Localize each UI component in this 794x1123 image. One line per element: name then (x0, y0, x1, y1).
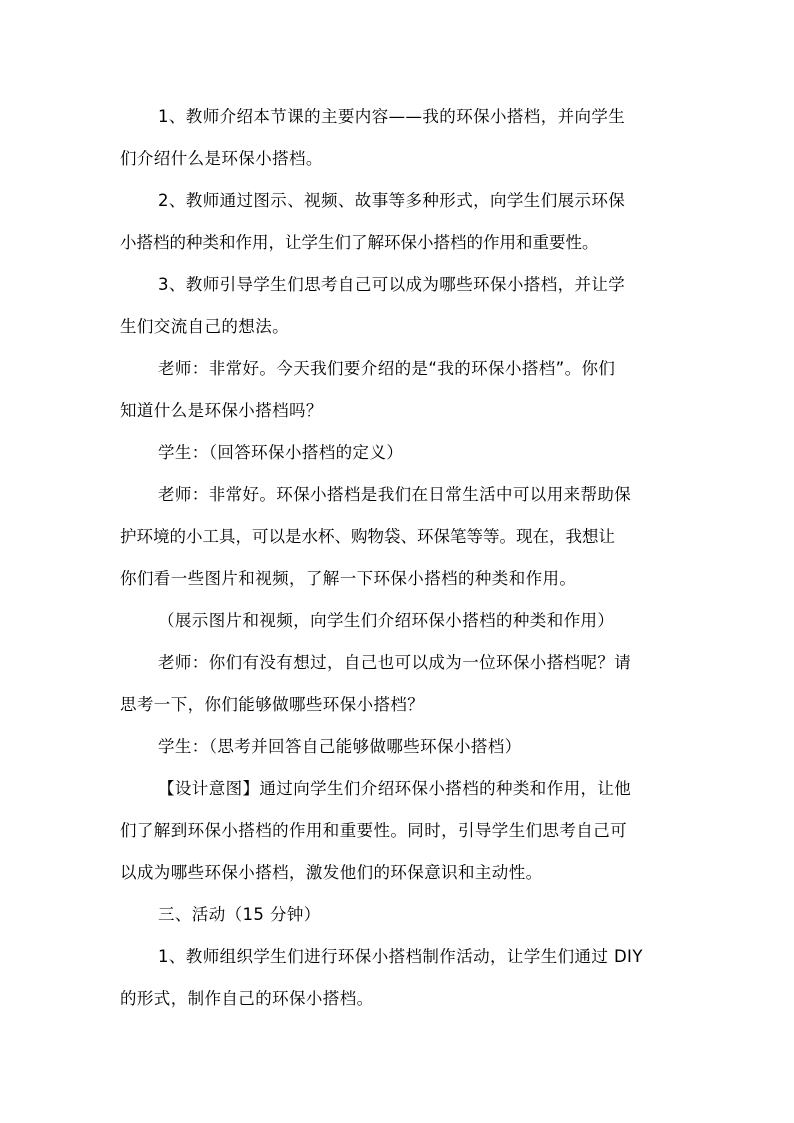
text-line: 老师：非常好。今天我们要介绍的是“我的环保小搭档”。你们 (158, 359, 616, 378)
text-line: 三、活动（15 分钟） (158, 905, 321, 924)
text-line: 的形式，制作自己的环保小搭档。 (120, 989, 374, 1008)
text-line: 【设计意图】通过向学生们介绍环保小搭档的种类和作用，让他 (158, 779, 632, 798)
text-line: 小搭档的种类和作用，让学生们了解环保小搭档的作用和重要性。 (120, 233, 599, 252)
text-line: 你们看一些图片和视频，了解一下环保小搭档的种类和作用。 (120, 569, 577, 588)
text-line: 们介绍什么是环保小搭档。 (120, 149, 323, 168)
text-line: 知道什么是环保小搭档吗？ (120, 401, 323, 420)
paragraph-teacher-intro (120, 348, 678, 432)
text-line: 1、教师组织学生们进行环保小搭档制作活动，让学生们通过 DIY (158, 947, 643, 966)
text-line: 3、教师引导学生们思考自己可以成为哪些环保小搭档，并让学 (158, 275, 626, 294)
text-line: （展示图片和视频，向学生们介绍环保小搭档的种类和作用） (158, 611, 615, 630)
paragraph-teacher-question (120, 642, 678, 726)
text-line: 以成为哪些环保小搭档，激发他们的环保意识和主动性。 (120, 863, 543, 882)
paragraph-activity-step-1 (120, 936, 678, 1020)
text-line: 们了解到环保小搭档的作用和重要性。同时，引导学生们思考自己可 (120, 821, 627, 840)
text-line: 老师：非常好。环保小搭档是我们在日常生活中可以用来帮助保 (158, 485, 632, 504)
text-line: 思考一下，你们能够做哪些环保小搭档？ (120, 695, 425, 714)
paragraph-teacher-explain (120, 474, 678, 600)
text-line: 护环境的小工具，可以是水杯、购物袋、环保笔等等。现在，我想让 (120, 527, 615, 546)
text-line: 学生：（回答环保小搭档的定义） (158, 443, 404, 462)
paragraph-show-media (120, 600, 678, 642)
paragraph-step-2 (120, 180, 678, 264)
paragraph-step-3 (120, 264, 678, 348)
text-line: 生们交流自己的想法。 (120, 317, 289, 336)
section-heading-activity (120, 894, 678, 936)
paragraph-student-answer (120, 432, 678, 474)
text-line: 2、教师通过图示、视频、故事等多种形式，向学生们展示环保 (158, 191, 626, 210)
text-line: 学生：（思考并回答自己能够做哪些环保小搭档） (158, 737, 522, 756)
paragraph-design-intent (120, 768, 678, 894)
text-line: 老师：你们有没有想过，自己也可以成为一位环保小搭档呢？请 (158, 653, 632, 672)
text-line: 1、教师介绍本节课的主要内容——我的环保小搭档，并向学生 (158, 107, 626, 126)
paragraph-student-think (120, 726, 678, 768)
paragraph-step-1 (120, 96, 678, 180)
